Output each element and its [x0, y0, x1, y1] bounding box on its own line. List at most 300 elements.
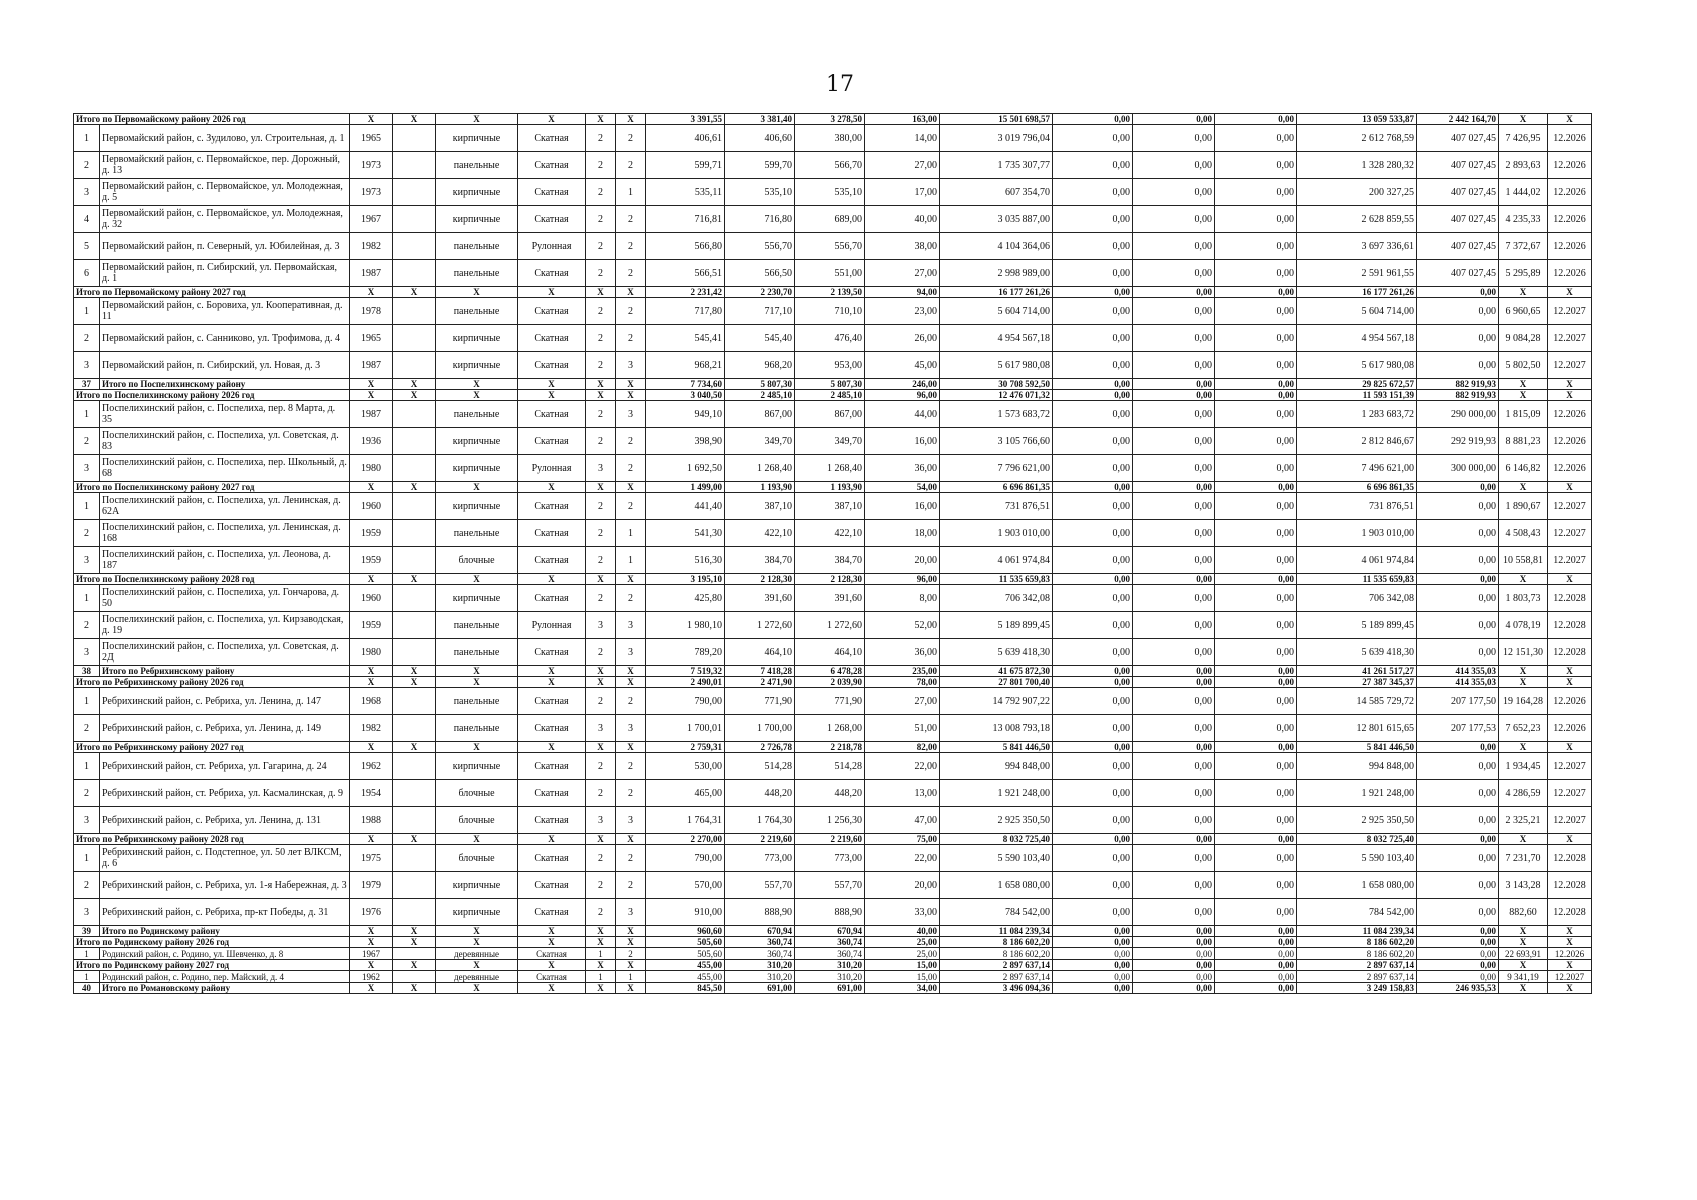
data-cell: X	[350, 937, 393, 948]
data-cell: 1 658 080,00	[1297, 872, 1417, 899]
row-number: 2	[74, 152, 100, 179]
data-cell: 2	[586, 845, 616, 872]
data-cell: 5 807,30	[795, 379, 865, 390]
data-cell: 12.2027	[1548, 971, 1592, 983]
data-cell: 0,00	[1133, 428, 1215, 455]
data-cell: X	[350, 574, 393, 585]
data-cell: 1954	[350, 780, 393, 807]
data-cell: 557,70	[725, 872, 795, 899]
data-cell: 4 078,19	[1499, 612, 1548, 639]
data-cell: 0,00	[1133, 807, 1215, 834]
data-cell: 888,90	[795, 899, 865, 926]
data-cell: 12 151,30	[1499, 639, 1548, 666]
data-cell: 12.2026	[1548, 152, 1592, 179]
data-cell: 11 084 239,34	[1297, 926, 1417, 937]
data-cell: 10 558,81	[1499, 547, 1548, 574]
data-cell: 2	[616, 260, 646, 287]
data-cell: 551,00	[795, 260, 865, 287]
table-row	[74, 233, 1592, 260]
data-cell: 0,00	[1215, 960, 1297, 971]
data-cell: 1962	[350, 753, 393, 780]
data-cell: 2	[616, 325, 646, 352]
data-cell	[393, 260, 436, 287]
data-cell: 0,00	[1133, 233, 1215, 260]
data-cell: 26,00	[865, 325, 940, 352]
data-cell: X	[350, 926, 393, 937]
table-row	[74, 520, 1592, 547]
data-cell: 706 342,08	[940, 585, 1053, 612]
data-cell: 1 272,60	[795, 612, 865, 639]
data-cell: 5 604 714,00	[940, 298, 1053, 325]
data-cell: 2	[616, 845, 646, 872]
data-cell: 8 032 725,40	[1297, 834, 1417, 845]
data-cell: 1987	[350, 260, 393, 287]
data-cell	[393, 845, 436, 872]
data-cell: X	[350, 287, 393, 298]
data-cell: 7 496 621,00	[1297, 455, 1417, 482]
data-cell: 422,10	[725, 520, 795, 547]
data-cell: X	[586, 114, 616, 125]
address-cell: Ребрихинский район, с. Ребриха, ул. Ленина, д. 131	[100, 807, 350, 834]
data-cell: X	[586, 960, 616, 971]
data-cell: 0,00	[1133, 899, 1215, 926]
data-cell: 2	[616, 948, 646, 960]
data-cell: 2 490,01	[646, 677, 725, 688]
data-cell: 407 027,45	[1417, 233, 1499, 260]
data-cell: 1 193,90	[725, 482, 795, 493]
data-cell: 2 039,90	[795, 677, 865, 688]
total-row	[74, 114, 1592, 125]
data-cell: 0,00	[1417, 352, 1499, 379]
data-cell: X	[1548, 379, 1592, 390]
data-cell: 994 848,00	[1297, 753, 1417, 780]
data-cell: Рулонная	[518, 612, 586, 639]
data-cell	[393, 715, 436, 742]
data-cell: 380,00	[795, 125, 865, 152]
data-cell: 0,00	[1417, 493, 1499, 520]
data-cell: 1 735 307,77	[940, 152, 1053, 179]
row-number: 3	[74, 547, 100, 574]
data-cell: 7 231,70	[1499, 845, 1548, 872]
data-cell: 45,00	[865, 352, 940, 379]
row-number: 3	[74, 455, 100, 482]
data-cell: X	[350, 960, 393, 971]
data-cell: 52,00	[865, 612, 940, 639]
data-cell: 0,00	[1053, 428, 1133, 455]
data-cell	[393, 612, 436, 639]
data-cell: 5 841 446,50	[940, 742, 1053, 753]
data-cell: X	[518, 114, 586, 125]
subtotal-label: Итого по Ребрихинскому району 2028 год	[74, 834, 350, 845]
data-cell: 0,00	[1417, 899, 1499, 926]
data-cell: 6 146,82	[1499, 455, 1548, 482]
row-number: 2	[74, 872, 100, 899]
data-cell: 5 841 446,50	[1297, 742, 1417, 753]
data-cell: кирпичные	[436, 753, 518, 780]
data-cell: 0,00	[1417, 845, 1499, 872]
data-cell: 0,00	[1053, 971, 1133, 983]
address-cell: Первомайский район, с. Боровиха, ул. Кооперативная, д. 11	[100, 298, 350, 325]
data-cell: Скатная	[518, 807, 586, 834]
table-row	[74, 780, 1592, 807]
data-cell: X	[436, 287, 518, 298]
data-cell: 1 803,73	[1499, 585, 1548, 612]
data-cell: X	[1548, 287, 1592, 298]
data-cell: 0,00	[1053, 114, 1133, 125]
data-cell: 2 897 637,14	[1297, 960, 1417, 971]
data-cell	[393, 493, 436, 520]
data-cell: 2 128,30	[795, 574, 865, 585]
data-cell: 2 471,90	[725, 677, 795, 688]
data-cell: X	[1499, 114, 1548, 125]
data-cell: 455,00	[646, 971, 725, 983]
subtotal-label: Итого по Поспелихинскому району 2026 год	[74, 390, 350, 401]
data-cell: 505,60	[646, 948, 725, 960]
data-cell: X	[586, 482, 616, 493]
total-row	[74, 390, 1592, 401]
data-cell: 41 261 517,27	[1297, 666, 1417, 677]
data-cell: 7 426,95	[1499, 125, 1548, 152]
data-cell: 407 027,45	[1417, 260, 1499, 287]
data-cell: 292 919,93	[1417, 428, 1499, 455]
address-cell: Поспелихинский район, с. Поспелиха, ул. Советская, д. 83	[100, 428, 350, 455]
data-cell: X	[393, 390, 436, 401]
data-cell: Скатная	[518, 493, 586, 520]
data-cell: 2	[616, 455, 646, 482]
data-cell: Скатная	[518, 325, 586, 352]
data-cell: 1	[586, 971, 616, 983]
data-cell: 530,00	[646, 753, 725, 780]
data-cell: X	[1548, 983, 1592, 994]
data-cell: X	[393, 114, 436, 125]
data-cell: 845,50	[646, 983, 725, 994]
data-cell: 2	[616, 780, 646, 807]
data-cell: X	[393, 574, 436, 585]
data-cell: 1960	[350, 585, 393, 612]
data-cell	[393, 352, 436, 379]
data-cell: X	[518, 937, 586, 948]
data-cell: кирпичные	[436, 179, 518, 206]
data-cell: 0,00	[1215, 547, 1297, 574]
data-cell: 5 590 103,40	[940, 845, 1053, 872]
data-cell: 1 903 010,00	[1297, 520, 1417, 547]
data-cell: 867,00	[725, 401, 795, 428]
data-cell: 968,20	[725, 352, 795, 379]
data-cell: X	[518, 482, 586, 493]
data-cell: 25,00	[865, 937, 940, 948]
data-cell: 0,00	[1417, 547, 1499, 574]
data-cell: 464,10	[795, 639, 865, 666]
data-cell: 2 485,10	[725, 390, 795, 401]
data-cell: 3 035 887,00	[940, 206, 1053, 233]
data-cell: 0,00	[1053, 960, 1133, 971]
address-cell: Первомайский район, п. Северный, ул. Юбилейная, д. 3	[100, 233, 350, 260]
data-cell: X	[1499, 742, 1548, 753]
data-cell: 0,00	[1133, 780, 1215, 807]
data-cell	[393, 298, 436, 325]
total-row	[74, 960, 1592, 971]
data-cell: X	[436, 960, 518, 971]
data-cell: 535,10	[725, 179, 795, 206]
data-cell: 0,00	[1215, 780, 1297, 807]
data-cell: 0,00	[1215, 677, 1297, 688]
data-cell: 406,60	[725, 125, 795, 152]
data-cell: 310,20	[725, 971, 795, 983]
data-cell: 464,10	[725, 639, 795, 666]
table-row	[74, 715, 1592, 742]
data-cell: 0,00	[1215, 428, 1297, 455]
data-cell: 0,00	[1133, 937, 1215, 948]
data-cell: X	[616, 983, 646, 994]
data-cell: 3 143,28	[1499, 872, 1548, 899]
data-cell: 691,00	[725, 983, 795, 994]
data-cell: 882,60	[1499, 899, 1548, 926]
data-cell: X	[616, 482, 646, 493]
data-cell: 29 825 672,57	[1297, 379, 1417, 390]
data-cell: 2	[586, 428, 616, 455]
row-number: 1	[74, 125, 100, 152]
data-cell	[393, 428, 436, 455]
row-number: 1	[74, 948, 100, 960]
data-cell: 12.2028	[1548, 845, 1592, 872]
data-cell: 8,00	[865, 585, 940, 612]
data-cell: 516,30	[646, 547, 725, 574]
data-cell: 0,00	[1053, 401, 1133, 428]
data-cell: 0,00	[1215, 260, 1297, 287]
data-cell: 0,00	[1133, 960, 1215, 971]
data-cell: 1975	[350, 845, 393, 872]
data-cell: 1967	[350, 206, 393, 233]
data-cell: X	[393, 379, 436, 390]
data-cell: 465,00	[646, 780, 725, 807]
data-cell: 3 278,50	[795, 114, 865, 125]
data-cell: X	[616, 574, 646, 585]
data-cell	[393, 585, 436, 612]
data-cell: деревянные	[436, 971, 518, 983]
data-cell: 0,00	[1417, 325, 1499, 352]
data-cell: 2 612 768,59	[1297, 125, 1417, 152]
data-cell: 0,00	[1133, 948, 1215, 960]
data-cell: 12 476 071,32	[940, 390, 1053, 401]
data-cell	[393, 233, 436, 260]
data-cell: 12.2028	[1548, 585, 1592, 612]
data-cell: X	[616, 379, 646, 390]
data-cell: 22,00	[865, 845, 940, 872]
data-cell: 2 230,70	[725, 287, 795, 298]
data-cell: 0,00	[1215, 971, 1297, 983]
data-cell: X	[436, 937, 518, 948]
data-cell: 391,60	[795, 585, 865, 612]
data-cell: 2	[586, 233, 616, 260]
data-cell: 11 593 151,39	[1297, 390, 1417, 401]
data-cell: 0,00	[1053, 352, 1133, 379]
data-cell: 1960	[350, 493, 393, 520]
data-cell: 12 801 615,65	[1297, 715, 1417, 742]
data-cell: 0,00	[1417, 807, 1499, 834]
data-cell: Скатная	[518, 780, 586, 807]
data-cell: X	[436, 379, 518, 390]
data-cell: Скатная	[518, 260, 586, 287]
data-cell: X	[616, 937, 646, 948]
data-cell: 4 104 364,06	[940, 233, 1053, 260]
subtotal-label: Итого по Первомайскому району 2026 год	[74, 114, 350, 125]
data-cell: 2	[586, 780, 616, 807]
data-cell: 360,74	[725, 937, 795, 948]
data-cell: 13 059 533,87	[1297, 114, 1417, 125]
data-cell: 13,00	[865, 780, 940, 807]
row-number: 4	[74, 206, 100, 233]
data-cell: 12.2027	[1548, 520, 1592, 547]
data-cell: 2	[616, 493, 646, 520]
data-cell: 406,61	[646, 125, 725, 152]
data-cell: 0,00	[1133, 325, 1215, 352]
data-cell: 2 726,78	[725, 742, 795, 753]
data-cell: X	[1499, 379, 1548, 390]
total-row	[74, 937, 1592, 948]
data-cell: 16 177 261,26	[940, 287, 1053, 298]
total-row	[74, 666, 1592, 677]
data-cell: 12.2027	[1548, 780, 1592, 807]
data-cell: 0,00	[1053, 298, 1133, 325]
data-cell: 0,00	[1215, 612, 1297, 639]
address-cell: Ребрихинский район, ст. Ребриха, ул. Касмалинская, д. 9	[100, 780, 350, 807]
data-cell: Скатная	[518, 401, 586, 428]
data-cell: 12.2026	[1548, 401, 1592, 428]
data-cell: 3	[616, 715, 646, 742]
table-row	[74, 688, 1592, 715]
data-cell: 1	[616, 179, 646, 206]
data-cell: X	[586, 742, 616, 753]
data-cell: 0,00	[1053, 688, 1133, 715]
data-cell: 1959	[350, 547, 393, 574]
data-cell: 0,00	[1133, 379, 1215, 390]
data-cell: X	[1548, 482, 1592, 493]
data-cell: 30 708 592,50	[940, 379, 1053, 390]
data-cell: X	[518, 926, 586, 937]
data-cell: 15 501 698,57	[940, 114, 1053, 125]
data-cell: Рулонная	[518, 455, 586, 482]
total-row	[74, 983, 1592, 994]
data-cell: 566,80	[646, 233, 725, 260]
data-cell: 476,40	[795, 325, 865, 352]
table-row	[74, 971, 1592, 983]
data-cell: 407 027,45	[1417, 206, 1499, 233]
data-cell: 19 164,28	[1499, 688, 1548, 715]
data-cell: Скатная	[518, 298, 586, 325]
district-total-label: Итого по Поспелихинскому району	[100, 379, 350, 390]
data-cell: 0,00	[1053, 753, 1133, 780]
data-cell: 36,00	[865, 639, 940, 666]
data-cell: 0,00	[1133, 872, 1215, 899]
data-cell: 1959	[350, 612, 393, 639]
data-cell: 407 027,45	[1417, 152, 1499, 179]
address-cell: Ребрихинский район, с. Ребриха, ул. Ленина, д. 147	[100, 688, 350, 715]
data-cell: 0,00	[1417, 948, 1499, 960]
data-cell: 0,00	[1215, 753, 1297, 780]
data-cell: 1978	[350, 298, 393, 325]
data-cell: 1965	[350, 325, 393, 352]
data-cell: 7 796 621,00	[940, 455, 1053, 482]
data-cell: 1 573 683,72	[940, 401, 1053, 428]
data-cell: 1 268,40	[795, 455, 865, 482]
data-cell: 0,00	[1215, 287, 1297, 298]
data-cell: X	[393, 287, 436, 298]
data-cell: 16 177 261,26	[1297, 287, 1417, 298]
data-cell: 1 268,00	[795, 715, 865, 742]
data-cell: 22 693,91	[1499, 948, 1548, 960]
address-cell: Поспелихинский район, с. Поспелиха, пер. Школьный, д. 68	[100, 455, 350, 482]
data-cell: 2	[616, 585, 646, 612]
data-cell: X	[1499, 666, 1548, 677]
data-cell: 0,00	[1215, 666, 1297, 677]
data-cell: 0,00	[1133, 926, 1215, 937]
total-row	[74, 926, 1592, 937]
data-cell: 1959	[350, 520, 393, 547]
data-cell	[393, 872, 436, 899]
data-cell: 0,00	[1133, 574, 1215, 585]
data-cell: 1	[616, 971, 646, 983]
table-row	[74, 401, 1592, 428]
data-cell	[393, 948, 436, 960]
data-cell: 691,00	[795, 983, 865, 994]
data-cell: 1965	[350, 125, 393, 152]
data-cell: 0,00	[1133, 482, 1215, 493]
data-cell: 0,00	[1053, 390, 1133, 401]
data-cell: X	[586, 834, 616, 845]
data-cell: 0,00	[1133, 125, 1215, 152]
data-cell: 2 591 961,55	[1297, 260, 1417, 287]
data-cell: 545,40	[725, 325, 795, 352]
data-cell: 11 535 659,83	[940, 574, 1053, 585]
data-cell: 0,00	[1133, 547, 1215, 574]
data-cell: X	[393, 742, 436, 753]
address-cell: Поспелихинский район, с. Поспелиха, пер. 8 Марта, д. 35	[100, 401, 350, 428]
address-cell: Родинский район, с. Родино, ул. Шевченко, д. 8	[100, 948, 350, 960]
data-cell: 448,20	[795, 780, 865, 807]
data-cell: 1 890,67	[1499, 493, 1548, 520]
data-cell: 384,70	[725, 547, 795, 574]
data-cell: 1 764,31	[646, 807, 725, 834]
data-cell: X	[518, 983, 586, 994]
data-cell: 0,00	[1053, 742, 1133, 753]
data-cell: 290 000,00	[1417, 401, 1499, 428]
data-cell: 0,00	[1215, 585, 1297, 612]
data-cell	[393, 899, 436, 926]
data-cell: 27 387 345,37	[1297, 677, 1417, 688]
data-cell: X	[1499, 390, 1548, 401]
subtotal-label: Итого по Родинскому району 2026 год	[74, 937, 350, 948]
data-cell: X	[1548, 834, 1592, 845]
data-cell: 1962	[350, 971, 393, 983]
data-cell: 0,00	[1133, 152, 1215, 179]
row-number: 3	[74, 179, 100, 206]
data-cell: 310,20	[795, 971, 865, 983]
data-cell: 2 759,31	[646, 742, 725, 753]
data-cell: 12.2027	[1548, 352, 1592, 379]
data-cell: 38,00	[865, 233, 940, 260]
subtotal-label: Итого по Поспелихинскому району 2027 год	[74, 482, 350, 493]
data-cell: 2	[616, 753, 646, 780]
data-cell: 2	[616, 872, 646, 899]
table-row	[74, 872, 1592, 899]
data-cell: 0,00	[1053, 612, 1133, 639]
data-cell: 2	[586, 298, 616, 325]
data-cell: 0,00	[1053, 152, 1133, 179]
data-cell: X	[586, 379, 616, 390]
address-cell: Поспелихинский район, с. Поспелиха, ул. Ленинская, д. 168	[100, 520, 350, 547]
data-cell: 2	[586, 493, 616, 520]
data-cell: 17,00	[865, 179, 940, 206]
